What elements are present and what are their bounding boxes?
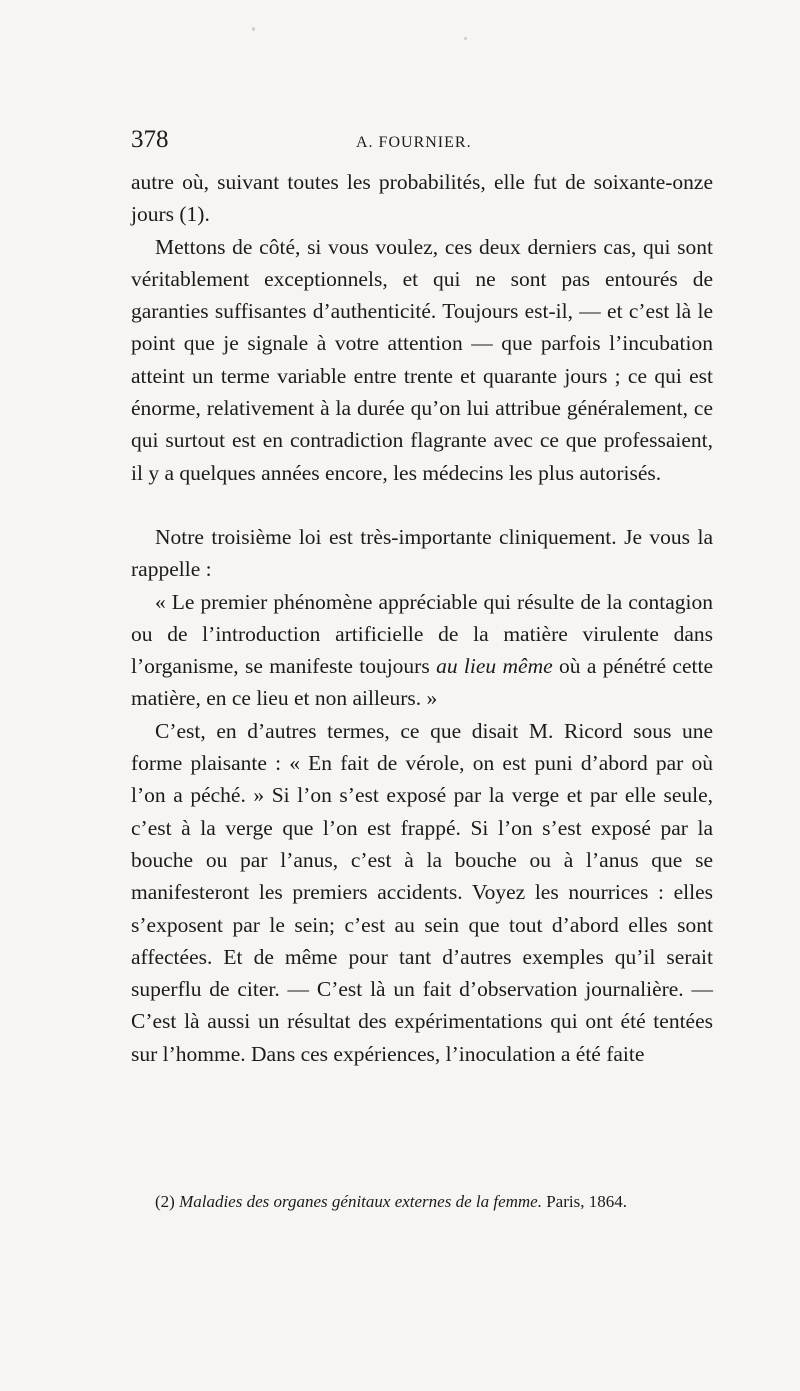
paragraph-5: C’est, en d’autres termes, ce que disait M. Ricord sous une forme plaisante : « En fait de vérole, on est puni d’abord par où l’on a péché. » Si l’on s’est exposé par la verge et par elle seule, c’est à la verge que l’on est frappé. Si l’on s’est exposé par la bouche ou par l’anus, c’est à la bouche ou à l’anus que se manifesteront les premiers accidents. Voyez les nourrices : elles s’exposent par le sein; c’est au sein que tout d’abord elles sont affectées. Et de même pour tant d’autres exemples qu’il serait superflu de citer. — C’est là un fait d’observation journalière. — C’est là aussi un résultat des expérimentations qui ont été tentées sur l’homme. Dans ces expériences, l’inoculation a été faite bbox=[131, 718, 713, 1066]
page-number: 378 bbox=[131, 126, 169, 153]
footnote-rest: Paris, 1864. bbox=[546, 1192, 627, 1211]
paragraph-4-start: « Le premier phénomène appréciable qui résulte de la contagion ou de l’introduction artificielle de la matière virulente dans l’organisme, se manifeste toujours bbox=[131, 589, 713, 679]
paragraph-2: Mettons de côté, si vous voulez, ces deux derniers cas, qui sont véritablement exceptionnels, et qui ne sont pas entourés de garanties suffisantes d’authenticité. Toujours est-il, — et c’est là le point que je signale à votre attention — que parfois l’incubation atteint un terme variable entre trente et quarante jours ; ce qui est énorme, relativement à la durée qu’on lui attribue généralement, ce qui surtout est en contradiction flagrante avec ce que professaient, il y a quelques années encore, les médecins les plus autorisés. bbox=[131, 234, 713, 485]
footnote-text bbox=[131, 1189, 713, 1215]
paragraph-4 bbox=[131, 586, 713, 715]
paper-speck-top bbox=[252, 27, 255, 31]
running-head: A. FOURNIER. bbox=[356, 134, 472, 151]
footnote bbox=[131, 1189, 713, 1215]
body-text bbox=[131, 166, 713, 1070]
footnote-marker: (2) bbox=[155, 1192, 175, 1211]
paragraph-4-emphasis: au lieu même bbox=[436, 654, 553, 679]
paper-speck-top-right bbox=[464, 37, 467, 40]
paragraph-1: autre où, suivant toutes les probabilités, elle fut de soixante-onze jours (1). bbox=[131, 170, 713, 227]
paragraph-4-end: où a pénétré cette matière, en ce lieu et non ailleurs. » bbox=[131, 654, 713, 711]
footnote-title: Maladies des organes génitaux externes de la femme. bbox=[179, 1192, 542, 1211]
page-header bbox=[131, 126, 713, 162]
paragraph-3: Notre troisième loi est très-importante cliniquement. Je vous la rappelle : bbox=[131, 524, 713, 582]
